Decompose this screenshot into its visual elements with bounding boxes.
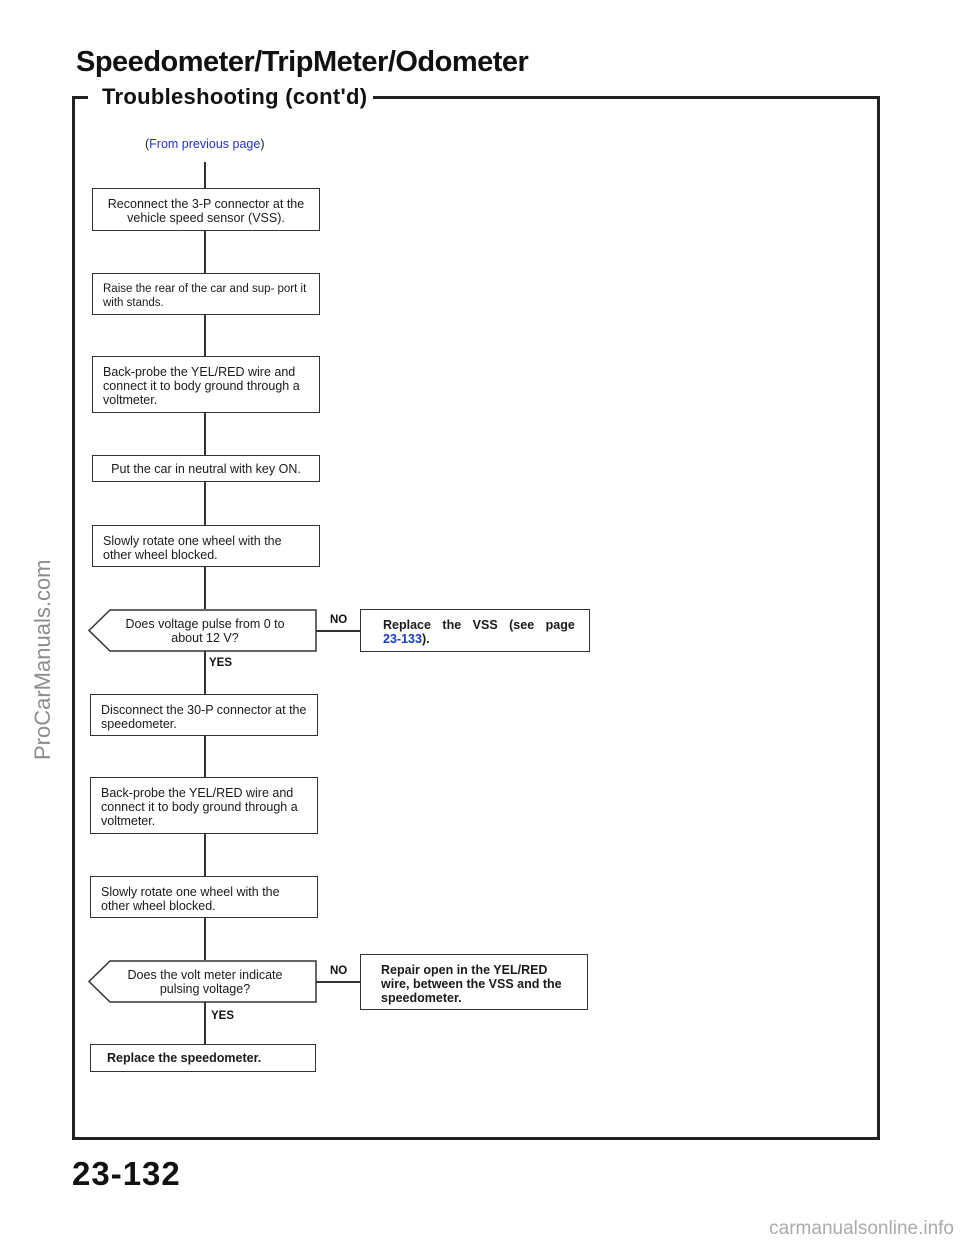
step-back-probe-yel-red-2: Back-probe the YEL/RED wire and connect it to body ground through a voltmeter.: [90, 777, 318, 834]
connector-line: [204, 834, 206, 876]
page-number: 23-132: [72, 1155, 181, 1192]
from-previous-page: [145, 137, 265, 151]
connector-line: [204, 1002, 206, 1044]
from-previous-page-link[interactable]: From previous page: [149, 137, 261, 151]
result-replace-vss-end: ).: [421, 632, 430, 646]
connector-line: [204, 482, 206, 525]
decision-pulsing-voltage-line1: Does the volt meter indicate: [127, 968, 283, 982]
no-label: NO: [330, 965, 348, 977]
connector-line: [204, 651, 206, 694]
bottom-watermark: carmanualsonline.info: [769, 1218, 954, 1239]
connector-line-no: [316, 981, 360, 983]
step-raise-car: Raise the rear of the car and sup- port it with stands.: [92, 273, 320, 315]
step-neutral-key-on: Put the car in neutral with key ON.: [92, 455, 320, 482]
frame-corner-tick: [72, 96, 88, 99]
step-rotate-wheel-1: Slowly rotate one wheel with the other wheel blocked.: [92, 525, 320, 567]
step-disconnect-30p-connector: Disconnect the 30-P connector at the speedometer.: [90, 694, 318, 736]
decision-pulsing-voltage-line2: pulsing voltage?: [159, 982, 251, 996]
connector-line: [204, 231, 206, 273]
connector-line: [204, 567, 206, 609]
connector-line-no: [316, 630, 360, 632]
result-repair-open-wire: Repair open in the YEL/RED wire, between the VSS and the speedometer.: [360, 954, 588, 1010]
step-reconnect-vss-connector: Reconnect the 3-P connector at the vehicle speed sensor (VSS).: [92, 188, 320, 231]
result-replace-vss-text: Replace the VSS (see page: [383, 618, 575, 632]
connector-line: [204, 162, 206, 188]
page-title: Speedometer/TripMeter/Odometer: [76, 46, 529, 78]
section-subtitle: Troubleshooting (cont'd): [96, 84, 373, 110]
connector-line: [204, 918, 206, 960]
decision-voltage-pulse-line2: about 12 V?: [171, 631, 239, 645]
connector-line: [204, 315, 206, 356]
connector-line: [204, 736, 206, 777]
side-watermark: ProCarManuals.com: [30, 559, 55, 760]
connector-line: [204, 413, 206, 455]
no-label: NO: [330, 614, 348, 626]
step-rotate-wheel-2: Slowly rotate one wheel with the other wheel blocked.: [90, 876, 318, 918]
decision-voltage-pulse-line1: Does voltage pulse from 0 to: [125, 617, 285, 631]
step-back-probe-yel-red-1: Back-probe the YEL/RED wire and connect it to body ground through a voltmeter.: [92, 356, 320, 413]
prev-close-paren: ): [260, 137, 265, 151]
result-replace-vss: [360, 609, 590, 652]
yes-label: YES: [209, 657, 233, 669]
prev-open-paren: (: [145, 137, 150, 151]
step-replace-speedometer: Replace the speedometer.: [90, 1044, 316, 1072]
page-ref-23-133-link[interactable]: 23-133: [383, 632, 422, 646]
yes-label: YES: [211, 1010, 235, 1022]
